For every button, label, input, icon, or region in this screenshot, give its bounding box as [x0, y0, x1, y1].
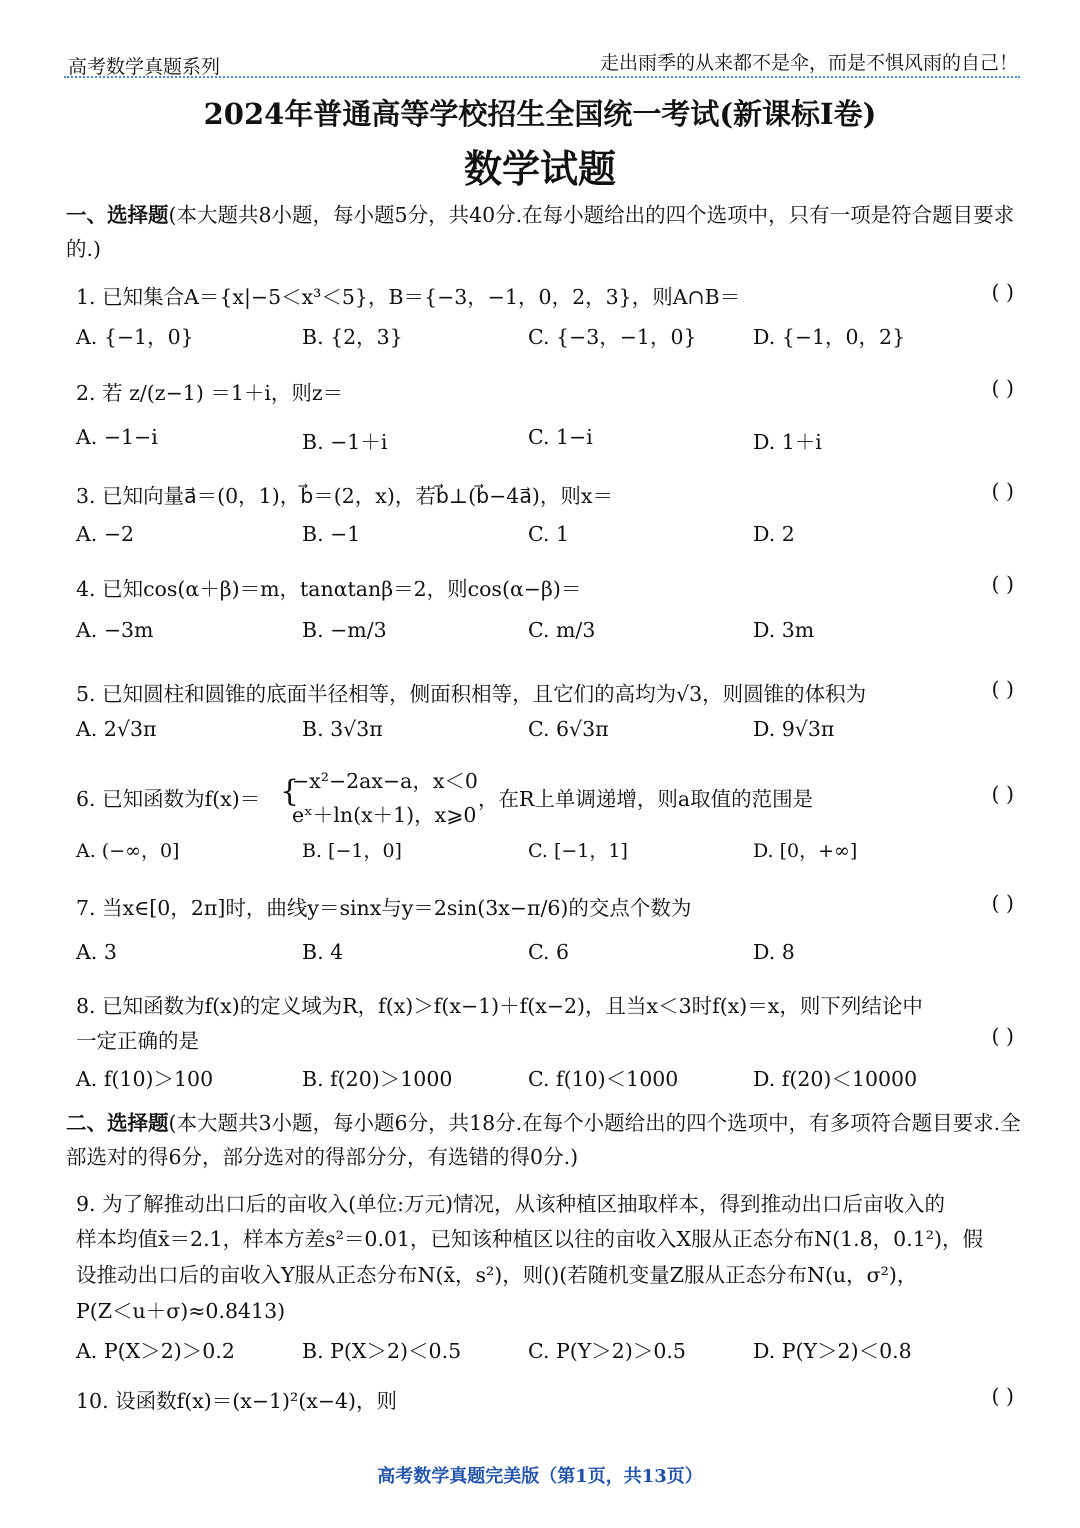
q5-option-c: C. 6√3π — [528, 717, 609, 741]
header-series: 高考数学真题系列 — [68, 56, 221, 78]
q8-option-b: B. f(20)＞1000 — [302, 1067, 453, 1091]
q7-option-d: D. 8 — [753, 940, 795, 964]
question-9-line-4: P(Z＜u＋σ)≈0.8413) — [76, 1299, 286, 1323]
left-brace: { — [280, 774, 300, 809]
q1-option-a: A. {−1，0} — [76, 325, 194, 349]
q2-option-c: C. 1−i — [528, 425, 593, 449]
question-9-line-2: 样本均值x̄＝2.1，样本方差s²＝0.01，已知该种植区以往的亩收入X服从正态分布N(1.8，0.1²)，假 — [76, 1227, 983, 1251]
header-motto: 走出雨季的从来都不是伞，而是不惧风雨的自己！ — [599, 52, 1018, 74]
q6-piece-1: −x²−2ax−a，x＜0 — [292, 769, 478, 793]
q3-option-d: D. 2 — [753, 522, 795, 546]
question-9-line-3: 设推动出口后的亩收入Y服从正态分布N(x̄，s²)，则()(若随机变量Z服从正态分布N(u，σ²)， — [76, 1263, 918, 1287]
q6-stem-suffix: ，在R上单调递增，则a取值的范围是 — [478, 787, 814, 811]
q8-option-d: D. f(20)＜10000 — [753, 1067, 918, 1091]
q9-option-b: B. P(X＞2)＜0.5 — [302, 1339, 462, 1363]
q4-option-c: C. m/3 — [528, 618, 596, 642]
header-divider — [64, 76, 1020, 78]
exam-subtitle: 数学试题 — [463, 146, 616, 191]
section-1-heading: 一、选择题 — [66, 203, 169, 227]
section-2-note: (本大题共3小题，每小题6分，共18分.在每个小题给出的四个选项中，有多项符合题目要求.全部选对的得6分，部分选对的得部分分，有选错的得0分.) — [66, 1111, 1021, 1169]
q4-option-b: B. −m/3 — [302, 618, 387, 642]
answer-bracket: ( ) — [991, 1384, 1014, 1408]
q6-stem-prefix: 6. 已知函数为f(x)＝ — [76, 787, 261, 811]
answer-bracket: ( ) — [991, 782, 1014, 806]
q6-piece-2: eˣ＋ln(x＋1)，x⩾0 — [292, 803, 477, 827]
answer-bracket: ( ) — [991, 376, 1014, 400]
answer-bracket: ( ) — [991, 479, 1014, 503]
answer-bracket: ( ) — [991, 891, 1014, 915]
q8-option-a: A. f(10)＞100 — [76, 1067, 214, 1091]
question-8-stem: 8. 已知函数为f(x)的定义域为R，f(x)＞f(x−1)＋f(x−2)，且当x＜3时f(x)＝x，则下列结论中 — [76, 994, 923, 1018]
section-2-instructions — [66, 1106, 1021, 1174]
q8-option-c: C. f(10)＜1000 — [528, 1067, 679, 1091]
q3-option-b: B. −1 — [302, 522, 361, 546]
section-1-note: (本大题共8小题，每小题5分，共40分.在每小题给出的四个选项中，只有一项是符合题目要求的.) — [66, 203, 1015, 261]
question-5-stem: 5. 已知圆柱和圆锥的底面半径相等，侧面积相等，且它们的高均为√3，则圆锥的体积为 — [76, 682, 867, 706]
q3-option-a: A. −2 — [76, 522, 135, 546]
answer-bracket: ( ) — [991, 572, 1014, 596]
q2-option-a: A. −1−i — [76, 425, 158, 449]
q5-option-b: B. 3√3π — [302, 717, 383, 741]
q2-option-b: B. −1＋i — [302, 430, 388, 454]
q1-option-b: B. {2，3} — [302, 325, 403, 349]
q6-option-b: B. [−1，0] — [302, 840, 402, 862]
q7-option-b: B. 4 — [302, 940, 344, 964]
section-2-heading: 二、选择题 — [66, 1111, 169, 1135]
question-9-line-1: 9. 为了解推动出口后的亩收入(单位:万元)情况，从该种植区抽取样本，得到推动出口后亩收入的 — [76, 1192, 945, 1216]
q9-option-c: C. P(Y＞2)＞0.5 — [528, 1339, 686, 1363]
page-footer: 高考数学真题完美版（第1页，共13页） — [377, 1466, 703, 1487]
answer-bracket: ( ) — [991, 677, 1014, 701]
q3-option-c: C. 1 — [528, 522, 570, 546]
q1-option-d: D. {−1，0，2} — [753, 325, 906, 349]
question-1-stem: 1. 已知集合A＝{x|−5＜x³＜5}，B＝{−3，−1，0，2，3}，则A∩B＝ — [76, 285, 741, 309]
question-2-stem: 2. 若 z/(z−1) ＝1＋i，则z＝ — [76, 381, 344, 405]
q6-option-d: D. [0，+∞] — [753, 840, 858, 862]
q5-option-a: A. 2√3π — [76, 717, 157, 741]
question-7-stem: 7. 当x∈[0，2π]时，曲线y＝sinx与y＝2sin(3x−π/6)的交点个数为 — [76, 896, 692, 920]
answer-bracket: ( ) — [991, 280, 1014, 304]
q6-option-c: C. [−1，1] — [528, 840, 628, 862]
question-4-stem: 4. 已知cos(α＋β)＝m，tanαtanβ＝2，则cos(α−β)＝ — [76, 577, 582, 601]
question-10-stem: 10. 设函数f(x)＝(x−1)²(x−4)，则 — [76, 1389, 398, 1413]
q6-option-a: A. (−∞，0] — [76, 840, 180, 862]
question-8-stem-line2: 一定正确的是 — [76, 1029, 199, 1053]
section-1-instructions — [66, 198, 1021, 266]
answer-bracket: ( ) — [991, 1024, 1014, 1048]
q4-option-d: D. 3m — [753, 618, 815, 642]
q9-option-d: D. P(Y＞2)＜0.8 — [753, 1339, 912, 1363]
q7-option-a: A. 3 — [76, 940, 117, 964]
q9-option-a: A. P(X＞2)＞0.2 — [76, 1339, 235, 1363]
q5-option-d: D. 9√3π — [753, 717, 835, 741]
q2-option-d: D. 1＋i — [753, 430, 822, 454]
q4-option-a: A. −3m — [76, 618, 154, 642]
q7-option-c: C. 6 — [528, 940, 570, 964]
question-3-stem: 3. 已知向量a⃗＝(0，1)，b⃗＝(2，x)，若b⃗⊥(b⃗−4a⃗)，则x＝ — [76, 484, 613, 508]
q1-option-c: C. {−3，−1，0} — [528, 325, 697, 349]
exam-title: 2024年普通高等学校招生全国统一考试(新课标Ⅰ卷) — [203, 97, 877, 131]
